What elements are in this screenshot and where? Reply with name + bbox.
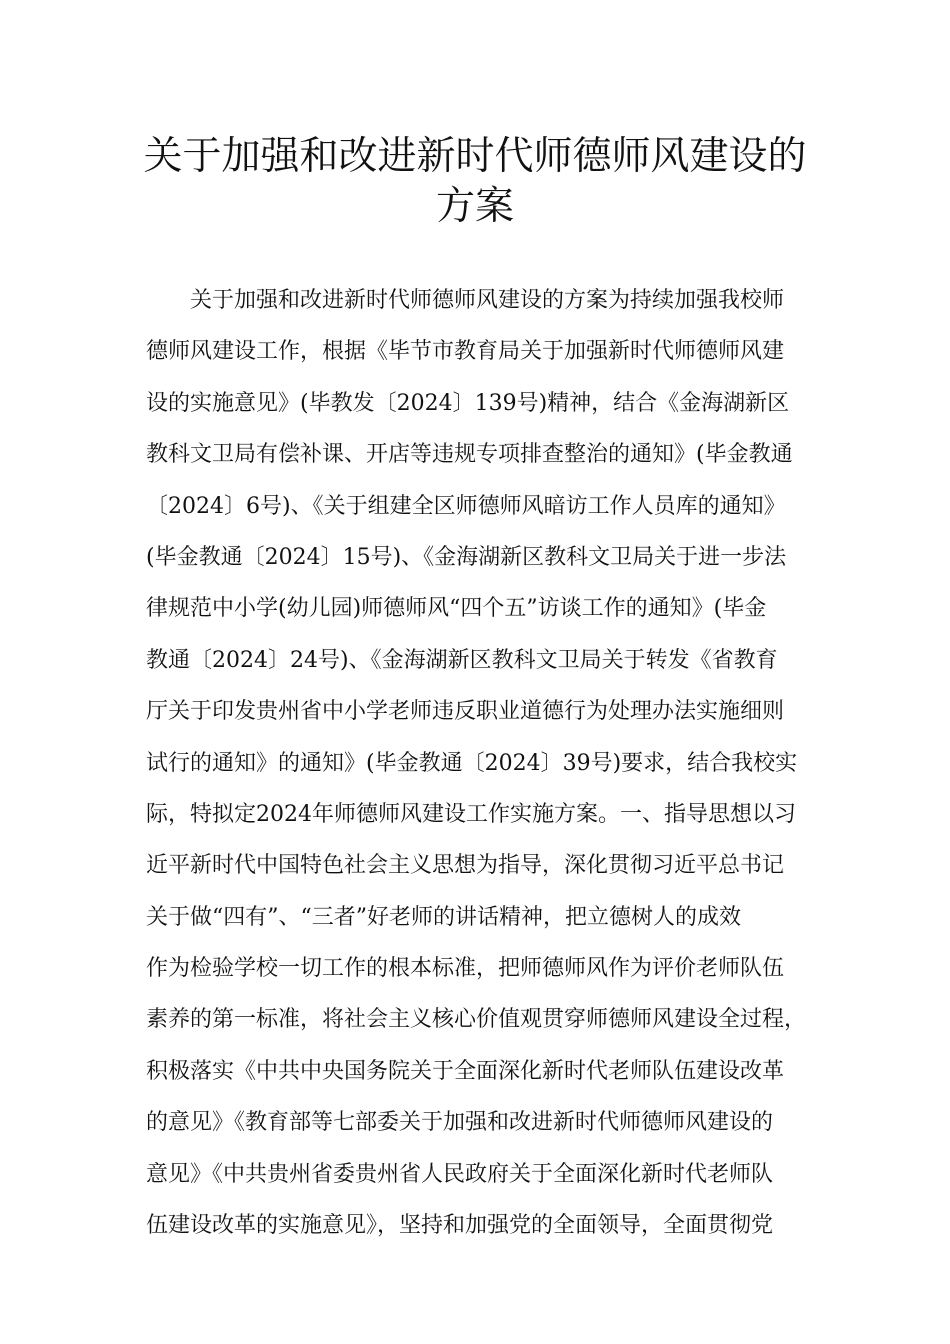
body-line: 作为检验学校一切工作的根本标准，把师德师风作为评价老师队伍 (146, 956, 785, 982)
body-line: 设的实施意见》(毕教发〔2024〕139号)精神，结合《金海湖新区 (146, 390, 790, 416)
body-line: 近平新时代中国特色社会主义思想为指导，深化贯彻习近平总书记 (146, 853, 785, 879)
body-line: 积极落实《中共中央国务院关于全面深化新时代老师队伍建设改革 (146, 1058, 785, 1084)
body-line: 德师风建设工作，根据《毕节市教育局关于加强新时代师德师风建 (146, 339, 785, 365)
body-line: 关于做“四有”、“三者”好老师的讲话精神，把立德树人的成效 (146, 904, 741, 930)
document-title-line-2: 方案 (435, 184, 514, 229)
body-line: 试行的通知》的通知》(毕金教通〔2024〕39号)要求，结合我校实 (146, 750, 798, 776)
body-line: (毕金教通〔2024〕15号)、《金海湖新区教科文卫局关于进一步法 (146, 544, 787, 570)
body-line: 关于加强和改进新时代师德师风建设的方案为持续加强我校师 (190, 288, 785, 313)
document-title-line-1: 关于加强和改进新时代师德师风建设的 (143, 134, 807, 179)
body-line: 的意见》《教育部等七部委关于加强和改进新时代师德师风建设的 (146, 1110, 774, 1136)
body-line: 〔2024〕6号)、《关于组建全区师德师风暗访工作人员库的通知》 (146, 493, 786, 519)
body-line: 教科文卫局有偿补课、开店等违规专项排查整治的通知》(毕金教通 (146, 442, 793, 468)
document-body (146, 277, 846, 1253)
body-line: 厅关于印发贵州省中小学老师违反职业道德行为处理办法实施细则 (146, 699, 785, 725)
body-line: 教通〔2024〕24号)、《金海湖新区教科文卫局关于转发《省教育 (146, 647, 778, 673)
body-line: 意见》《中共贵州省委贵州省人民政府关于全面深化新时代老师队 (146, 1161, 774, 1187)
body-line: 素养的第一标准，将社会主义核心价值观贯穿师德师风建设全过程， (146, 1007, 807, 1033)
body-line: 伍建设改革的实施意见》，坚持和加强党的全面领导，全面贯彻党 (146, 1213, 774, 1239)
body-line: 律规范中小学(幼儿园)师德师风“四个五”访谈工作的通知》(毕金 (146, 596, 767, 622)
body-line: 际，特拟定2024年师德师风建设工作实施方案。一、指导思想以习 (146, 801, 796, 827)
